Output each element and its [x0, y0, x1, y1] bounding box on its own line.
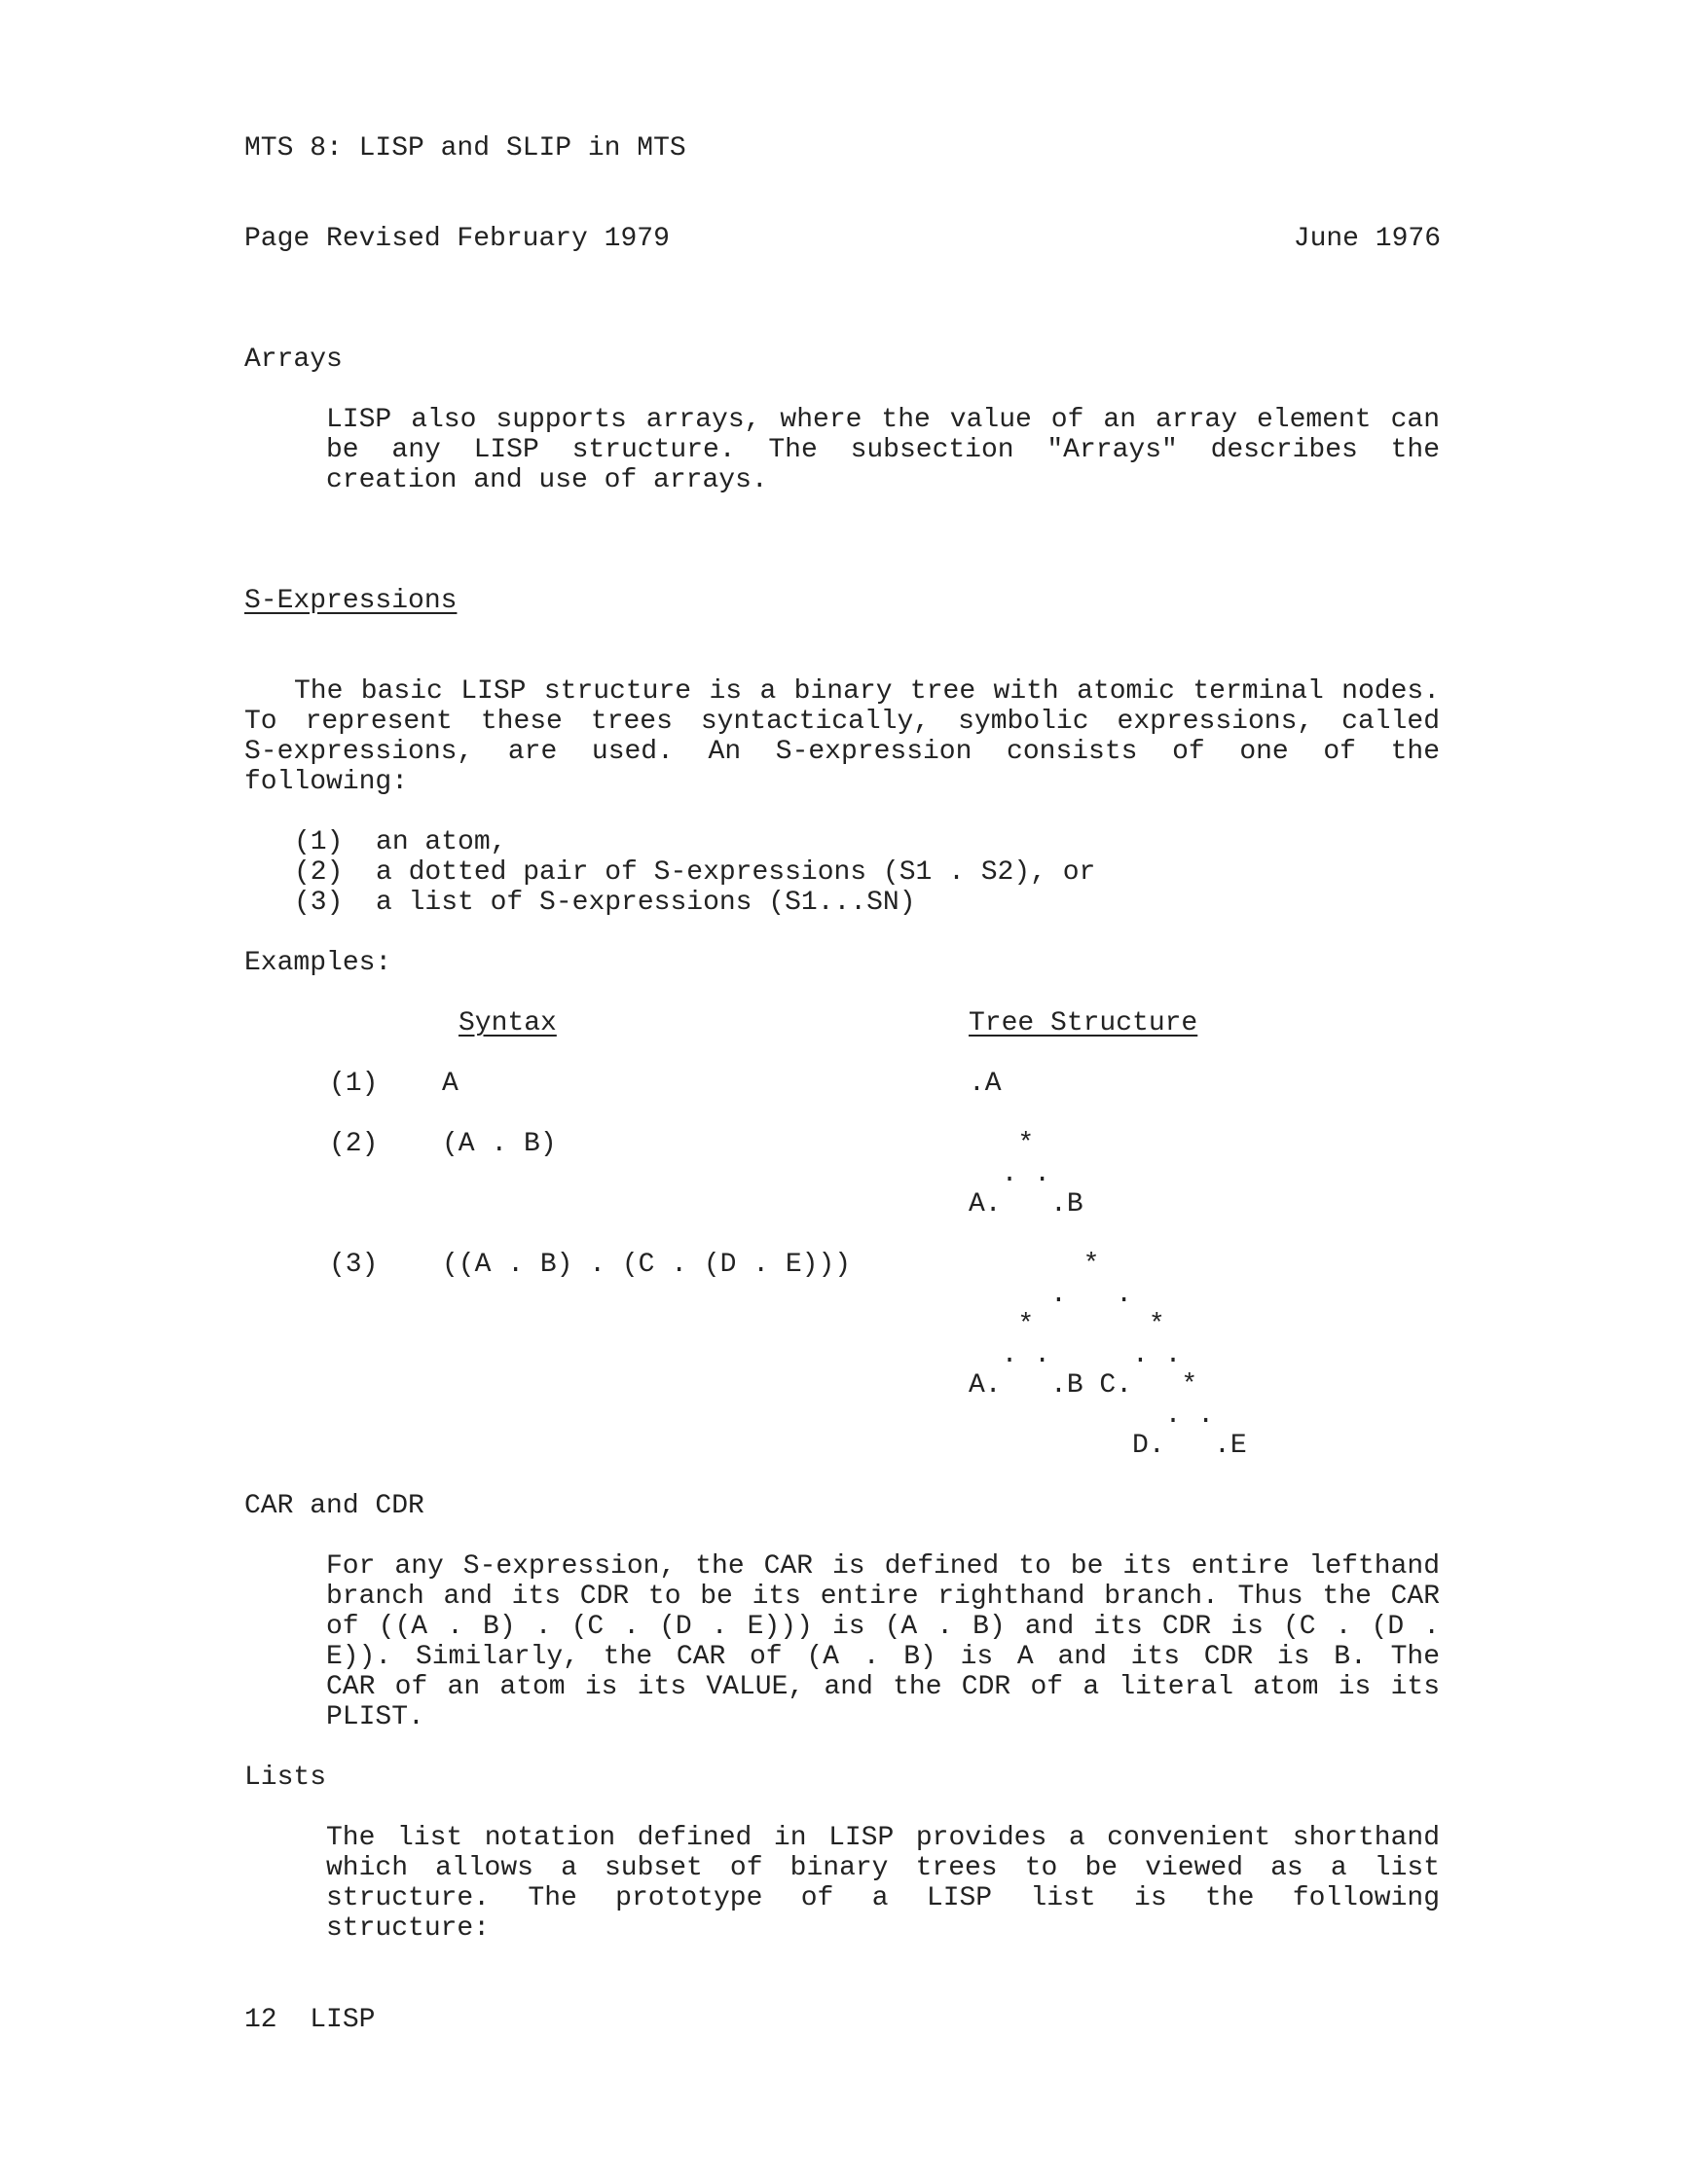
sexpr-intro-line: S-expressions, are used. An S-expression consists of one of the	[244, 737, 1440, 767]
example-number: (3)	[329, 1250, 379, 1280]
car-cdr-line: branch and its CDR to be its entire righthand branch. Thus the CAR	[326, 1582, 1440, 1612]
document-page	[244, 0, 1451, 2184]
arrays-line: LISP also supports arrays, where the value of an array element can	[326, 405, 1440, 435]
example-syntax: (A . B)	[442, 1129, 557, 1159]
car-cdr-line: of ((A . B) . (C . (D . E))) is (A . B) and its CDR is (C . (D .	[326, 1612, 1440, 1642]
tree-column-header	[969, 1008, 1197, 1038]
sexpr-item: (2) a dotted pair of S-expressions (S1 . S2), or	[294, 857, 1096, 888]
sexpr-heading-text: S-Expressions	[244, 586, 458, 616]
lists-paragraph	[326, 1823, 1440, 1944]
example-tree: .A	[969, 1069, 1002, 1099]
manual-title: MTS 8: LISP and SLIP in MTS	[244, 133, 686, 164]
revision-date: Page Revised February 1979	[244, 224, 670, 254]
sexpr-intro-line: following:	[244, 767, 409, 797]
publication-date: June 1976	[1293, 224, 1441, 254]
car-cdr-heading: CAR and CDR	[244, 1491, 424, 1521]
car-cdr-line: For any S-expression, the CAR is defined to be its entire lefthand	[326, 1551, 1440, 1582]
sexpr-heading	[244, 586, 457, 616]
car-cdr-line: E)). Similarly, the CAR of (A . B) is A and its CDR is B. The	[326, 1642, 1440, 1672]
lists-heading: Lists	[244, 1763, 327, 1793]
car-cdr-paragraph	[326, 1551, 1440, 1732]
page-footer: 12 LISP	[244, 2005, 376, 2035]
arrays-paragraph	[326, 405, 1440, 495]
lists-line: The list notation defined in LISP provides a convenient shorthand	[326, 1823, 1440, 1853]
sexpr-item: (1) an atom,	[294, 827, 507, 857]
examples-label: Examples:	[244, 948, 392, 978]
lists-line: structure. The prototype of a LISP list is the following	[326, 1883, 1440, 1913]
lists-line: which allows a subset of binary trees to be viewed as a list	[326, 1853, 1440, 1883]
tree-column-header-text: Tree Structure	[969, 1008, 1198, 1038]
syntax-column-header-text: Syntax	[459, 1008, 557, 1038]
lists-line: structure:	[326, 1913, 491, 1944]
example-syntax: ((A . B) . (C . (D . E)))	[442, 1250, 852, 1280]
example-number: (1)	[329, 1069, 379, 1099]
example-tree: * . . A. .B	[969, 1129, 1083, 1219]
syntax-column-header	[459, 1008, 557, 1038]
arrays-line: be any LISP structure. The subsection "Arrays" describes the	[326, 435, 1440, 465]
arrays-heading: Arrays	[244, 345, 343, 375]
car-cdr-line: PLIST.	[326, 1702, 424, 1732]
example-number: (2)	[329, 1129, 379, 1159]
sexpr-intro-line: To represent these trees syntactically, symbolic expressions, called	[244, 707, 1440, 737]
sexpr-item: (3) a list of S-expressions (S1...SN)	[294, 888, 916, 918]
sexpr-intro-paragraph	[244, 676, 1440, 797]
car-cdr-line: CAR of an atom is its VALUE, and the CDR of a literal atom is its	[326, 1672, 1440, 1702]
example-tree: * . . * * . . . . A. .B C. * . . D. .E	[969, 1250, 1247, 1461]
sexpr-intro-line: The basic LISP structure is a binary tree with atomic terminal nodes.	[294, 676, 1440, 707]
example-syntax: A	[442, 1069, 459, 1099]
arrays-line: creation and use of arrays.	[326, 465, 768, 495]
